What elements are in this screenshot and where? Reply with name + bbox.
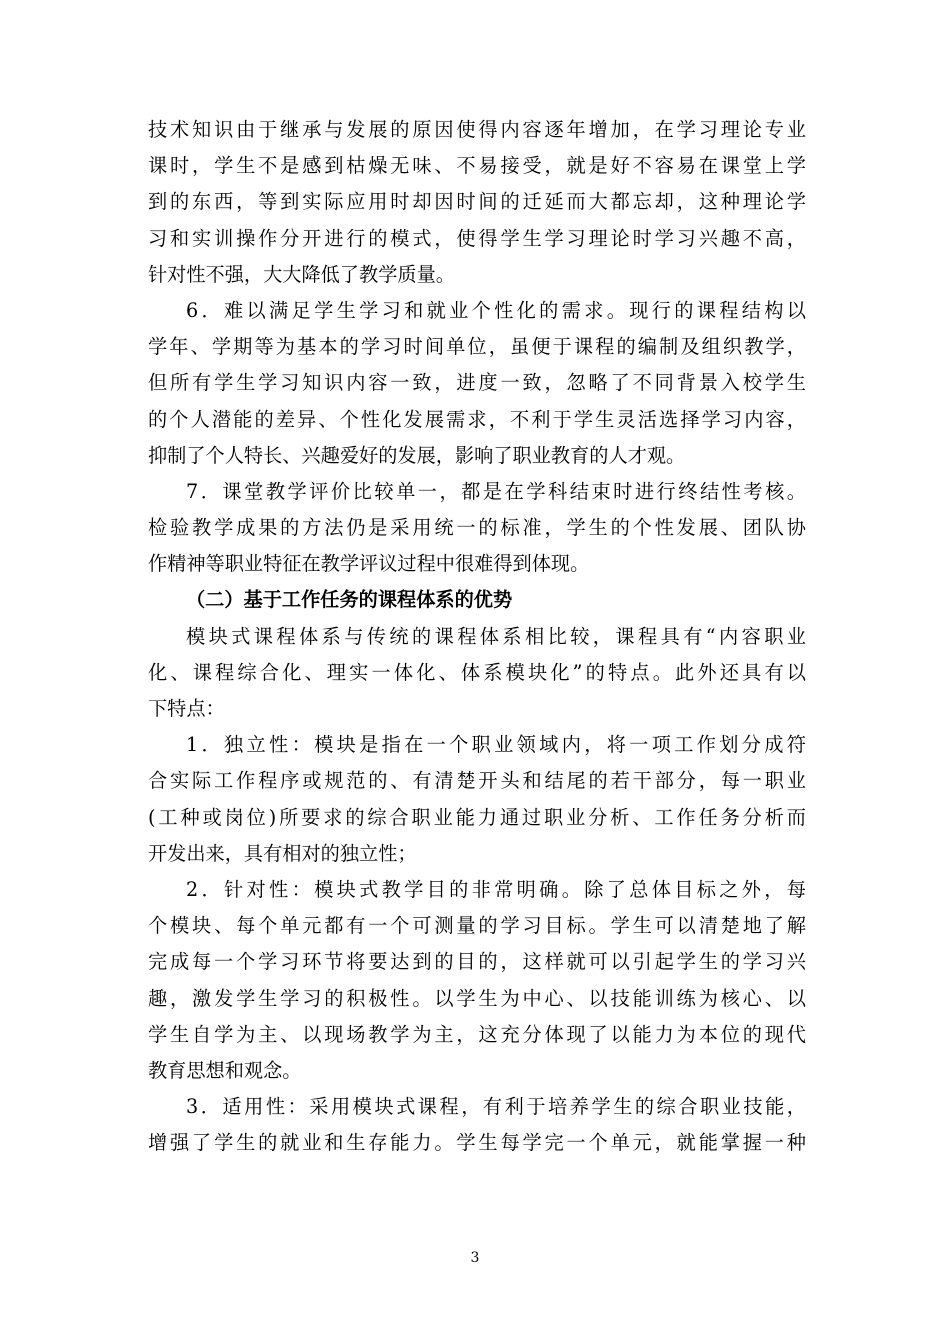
text-line: 作精神等职业特征在教学评议过程中很难得到体现。 [148,552,590,576]
text-line: 化、课程综合化、理实一体化、体系模块化”的特点。此外还具有以 [148,660,806,684]
text-line: 合实际工作程序或规范的、有清楚开头和结尾的若干部分，每一职业 [148,769,806,793]
text-line: 但所有学生学习知识内容一致，进度一致，忽略了不同背景入校学生 [148,371,806,395]
text-line: 6．难以满足学生学习和就业个性化的需求。现行的课程结构以 [186,298,806,322]
text-line: 2．针对性：模块式教学目的非常明确。除了总体目标之外，每 [186,877,806,901]
text-line: 下特点： [148,697,225,720]
text-line: 课时，学生不是感到枯燥无味、不易接受，就是好不容易在课堂上学 [148,154,806,178]
text-line: 1．独立性：模块是指在一个职业领域内，将一项工作划分成符 [186,733,806,757]
text-line: 开发出来，具有相对的独立性； [148,841,417,865]
text-line: 到的东西，等到实际应用时却因时间的迁延而大都忘却，这种理论学 [148,190,806,214]
text-line: 抑制了个人特长、兴趣爱好的发展，影响了职业教育的人才观。 [148,443,686,467]
text-line: 个模块、每个单元都有一个可测量的学习目标。学生可以清楚地了解 [148,914,806,938]
text-line: 7．课堂教学评价比较单一，都是在学科结束时进行终结性考核。 [186,479,806,503]
text-line: 针对性不强，大大降低了教学质量。 [148,262,455,286]
text-line: 的个人潜能的差异、个性化发展需求，不利于学生灵活选择学习内容， [148,407,806,431]
text-line: (工种或岗位)所要求的综合职业能力通过职业分析、工作任务分析而 [148,805,806,829]
text-line: 习和实训操作分开进行的模式，使得学生学习理论时学习兴趣不高， [148,226,806,250]
text-line: 增强了学生的就业和生存能力。学生每学完一个单元，就能掌握一种 [148,1131,806,1155]
text-line: 趣，激发学生学习的积极性。以学生为中心、以技能训练为核心、以 [148,986,806,1010]
text-line: 3．适用性：采用模块式课程，有利于培养学生的综合职业技能， [186,1095,806,1119]
text-line: 学生自学为主、以现场教学为主，这充分体现了以能力为本位的现代 [148,1022,806,1046]
page-number: 3 [470,1250,480,1266]
text-line: 教育思想和观念。 [148,1058,302,1082]
section-heading: （二）基于工作任务的课程体系的优势 [186,588,513,612]
text-line: 模块式课程体系与传统的课程体系相比较，课程具有“内容职业 [186,624,806,648]
text-line: 检验教学成果的方法仍是采用统一的标准，学生的个性发展、团队协 [148,516,806,540]
text-line: 完成每一个学习环节将要达到的目的，这样就可以引起学生的学习兴 [148,950,806,974]
text-line: 学年、学期等为基本的学习时间单位，虽便于课程的编制及组织教学， [148,335,806,359]
body-text [148,112,806,1161]
text-line: 技术知识由于继承与发展的原因使得内容逐年增加，在学习理论专业 [148,118,806,141]
